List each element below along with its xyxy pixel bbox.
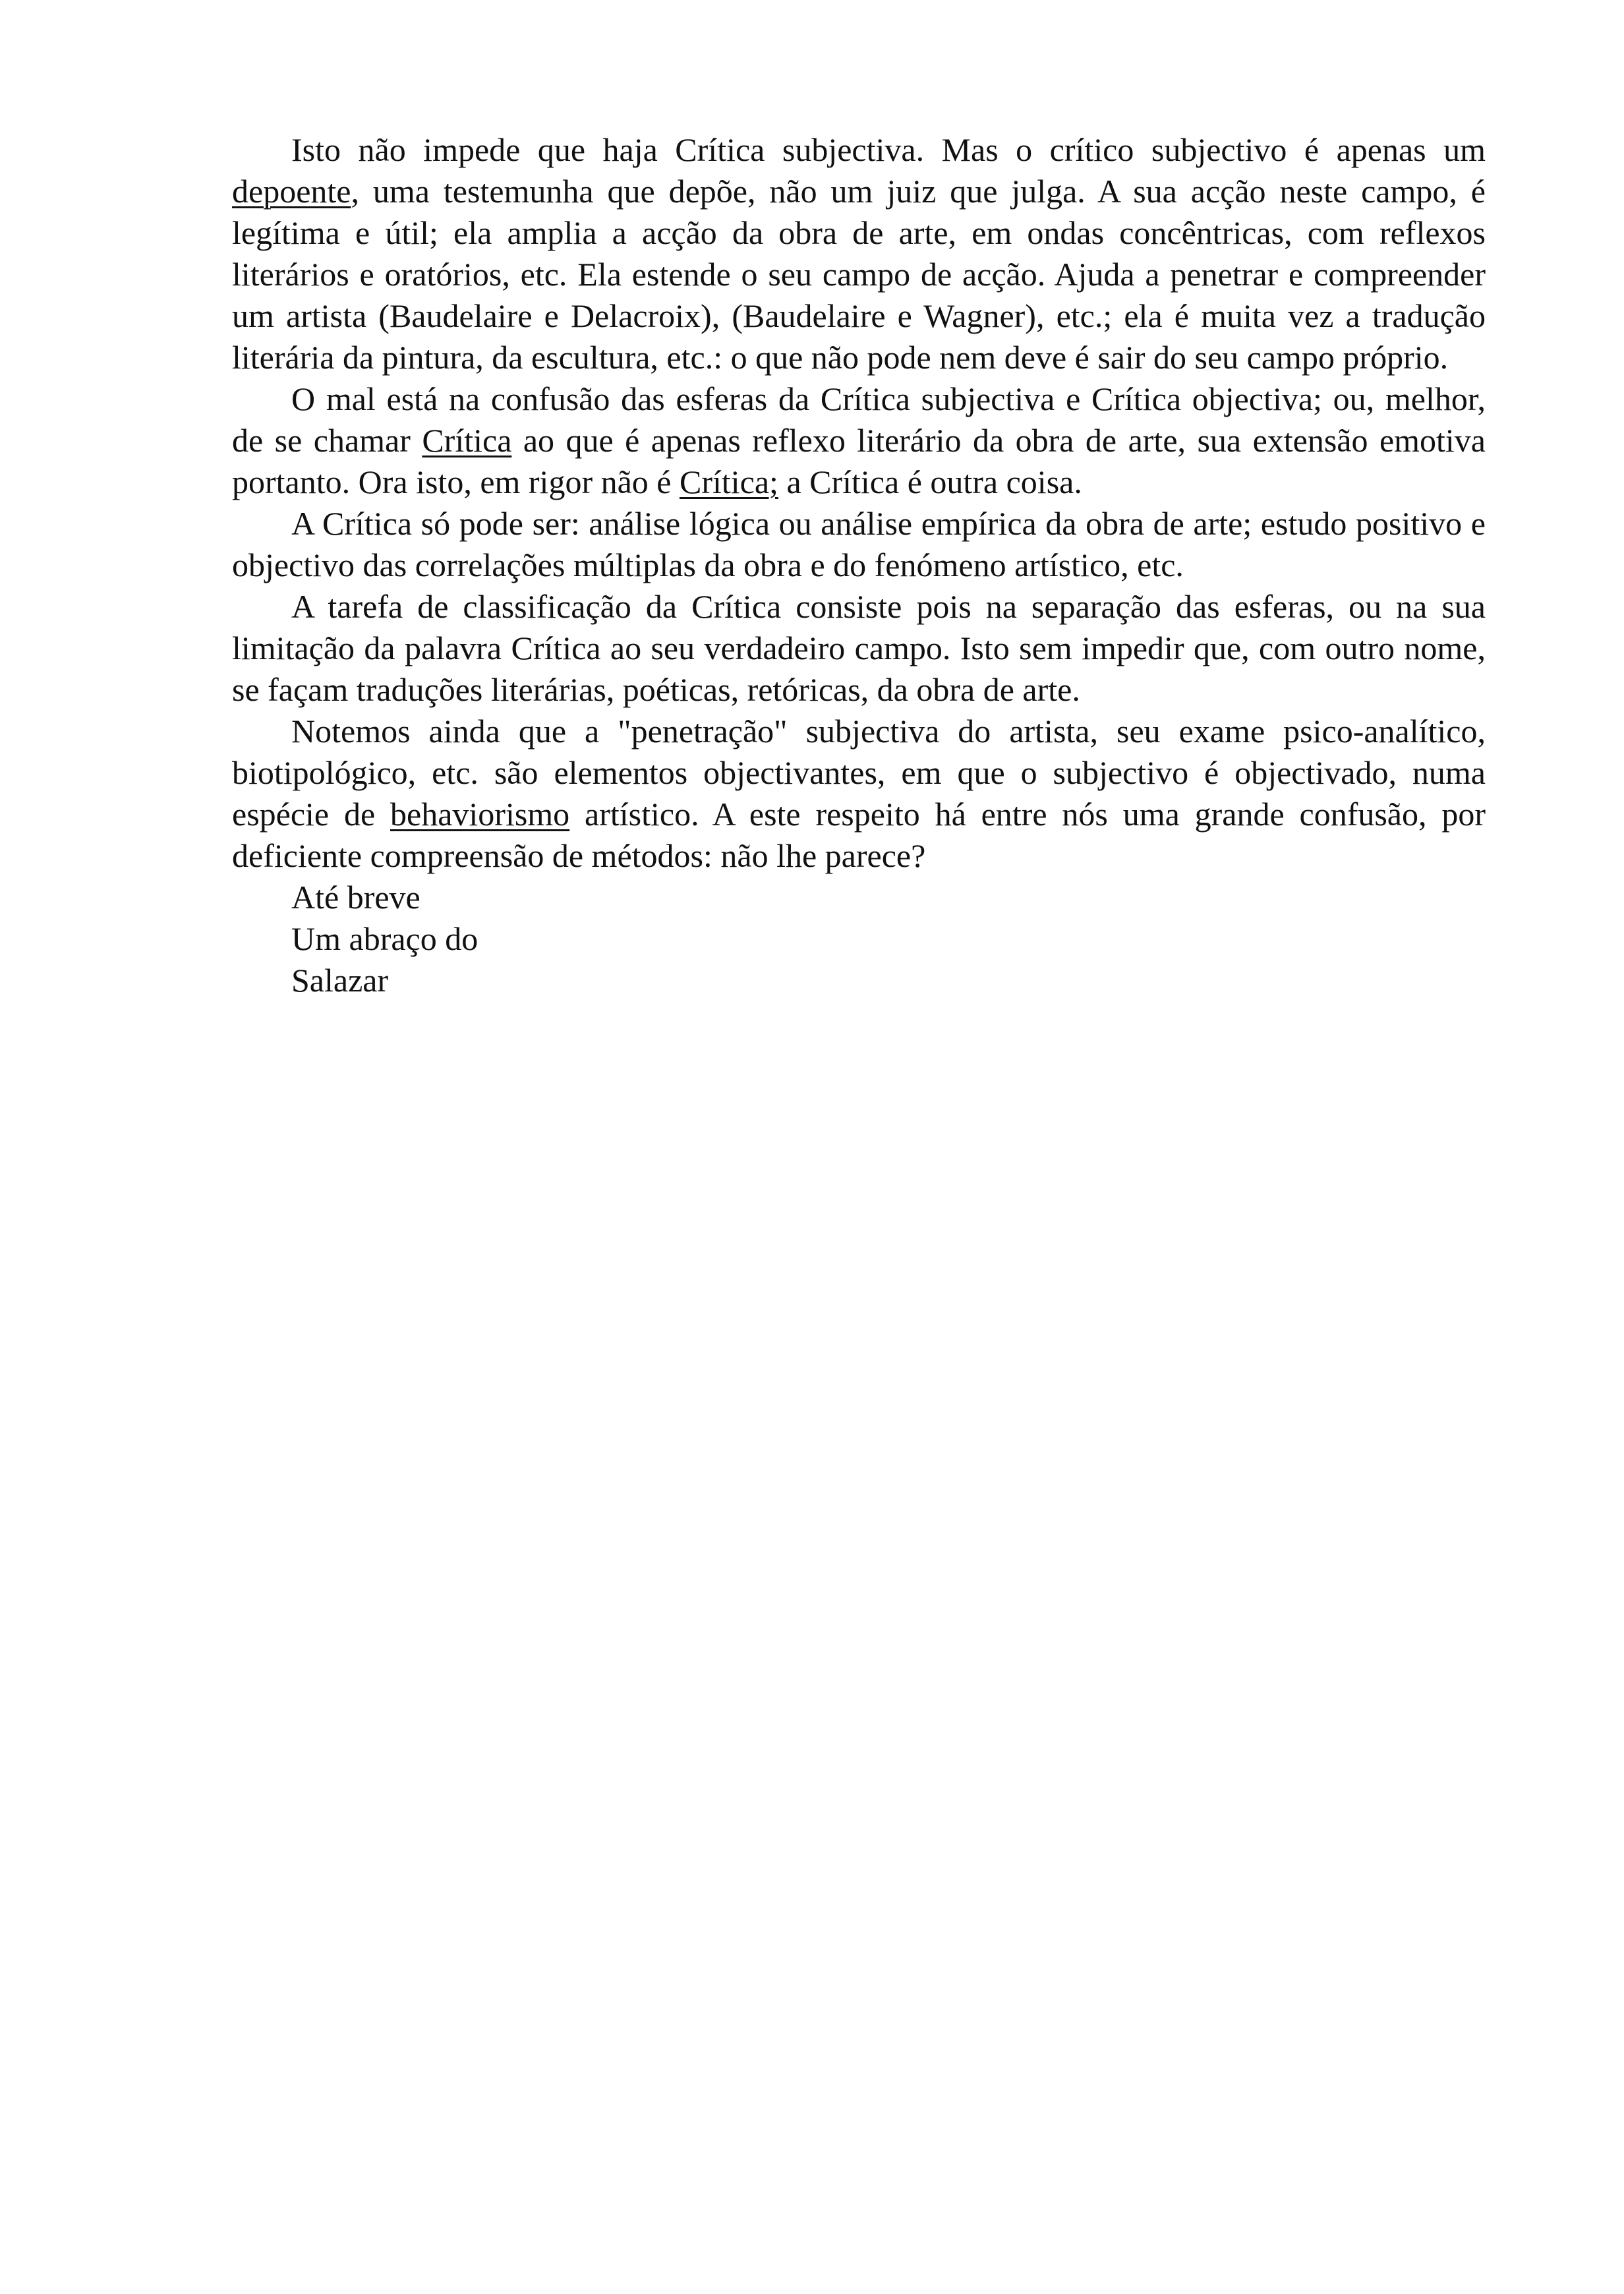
closing-line-abraco: Um abraço do [291,920,478,957]
paragraph-text: A Crítica só pode ser: análise lógica ou análise empírica da obra de arte; estudo positivo e objectivo das correlações múltiplas da obra e do fenómeno artístico, etc. [232,505,1486,583]
underlined-text: Crítica; [679,463,778,500]
paragraph-text: a Crítica é outra coisa. [778,463,1082,500]
paragraph-text: Notemos ainda que a "penetração" subjectiva do artista, seu exame psico-analítico, biotipológico, etc. são elementos objectivantes, em que o subjectivo é objectivado, numa espécie de [232,713,1486,833]
paragraph [232,586,1486,711]
underlined-text: Crítica [422,422,512,459]
paragraph-text: , uma testemunha que depõe, não um juiz que julga. A sua acção neste campo, é legítima e útil; ela amplia a acção da obra de arte, em ondas concêntricas, com reflexos literários e oratórios, etc. Ela estende o seu campo de acção. Ajuda a penetrar e compreender um artista (Baudelaire e Delacroix), (Baudelaire e Wagner), etc.; ela é muita vez a tradução literária da pintura, da escultura, etc.: o que não pode nem deve é sair do seu campo próprio. [232,173,1486,376]
paragraph [232,711,1486,877]
underlined-text: behaviorismo [390,796,570,833]
paragraph [232,378,1486,503]
letter-body [232,129,1486,1001]
paragraph-text: Isto não impede que haja Crítica subjectiva. Mas o crítico subjectivo é apenas um [291,131,1486,168]
paragraph-text: ao que é apenas reflexo literário da obra de arte, sua extensão emotiva portanto. Ora isto, em rigor não é [232,422,1486,500]
underlined-text: depoente [232,173,351,210]
paragraph-text: O mal está na confusão das esferas da Crítica subjectiva e Crítica objectiva; ou, melhor, de se chamar [232,380,1486,459]
paragraph [232,503,1486,586]
letter-paragraphs [232,129,1486,877]
closing-line-ate-breve: Até breve [291,879,420,916]
paragraph-text: A tarefa de classificação da Crítica consiste pois na separação das esferas, ou na sua limitação da palavra Crítica ao seu verdadeiro campo. Isto sem impedir que, com outro nome, se façam traduções literárias, poéticas, retóricas, da obra de arte. [232,588,1486,708]
paragraph-text: artístico. A este respeito há entre nós uma grande confusão, por deficiente compreensão de métodos: não lhe parece? [232,796,1486,874]
signature: Salazar [291,962,389,999]
paragraph [232,129,1486,378]
